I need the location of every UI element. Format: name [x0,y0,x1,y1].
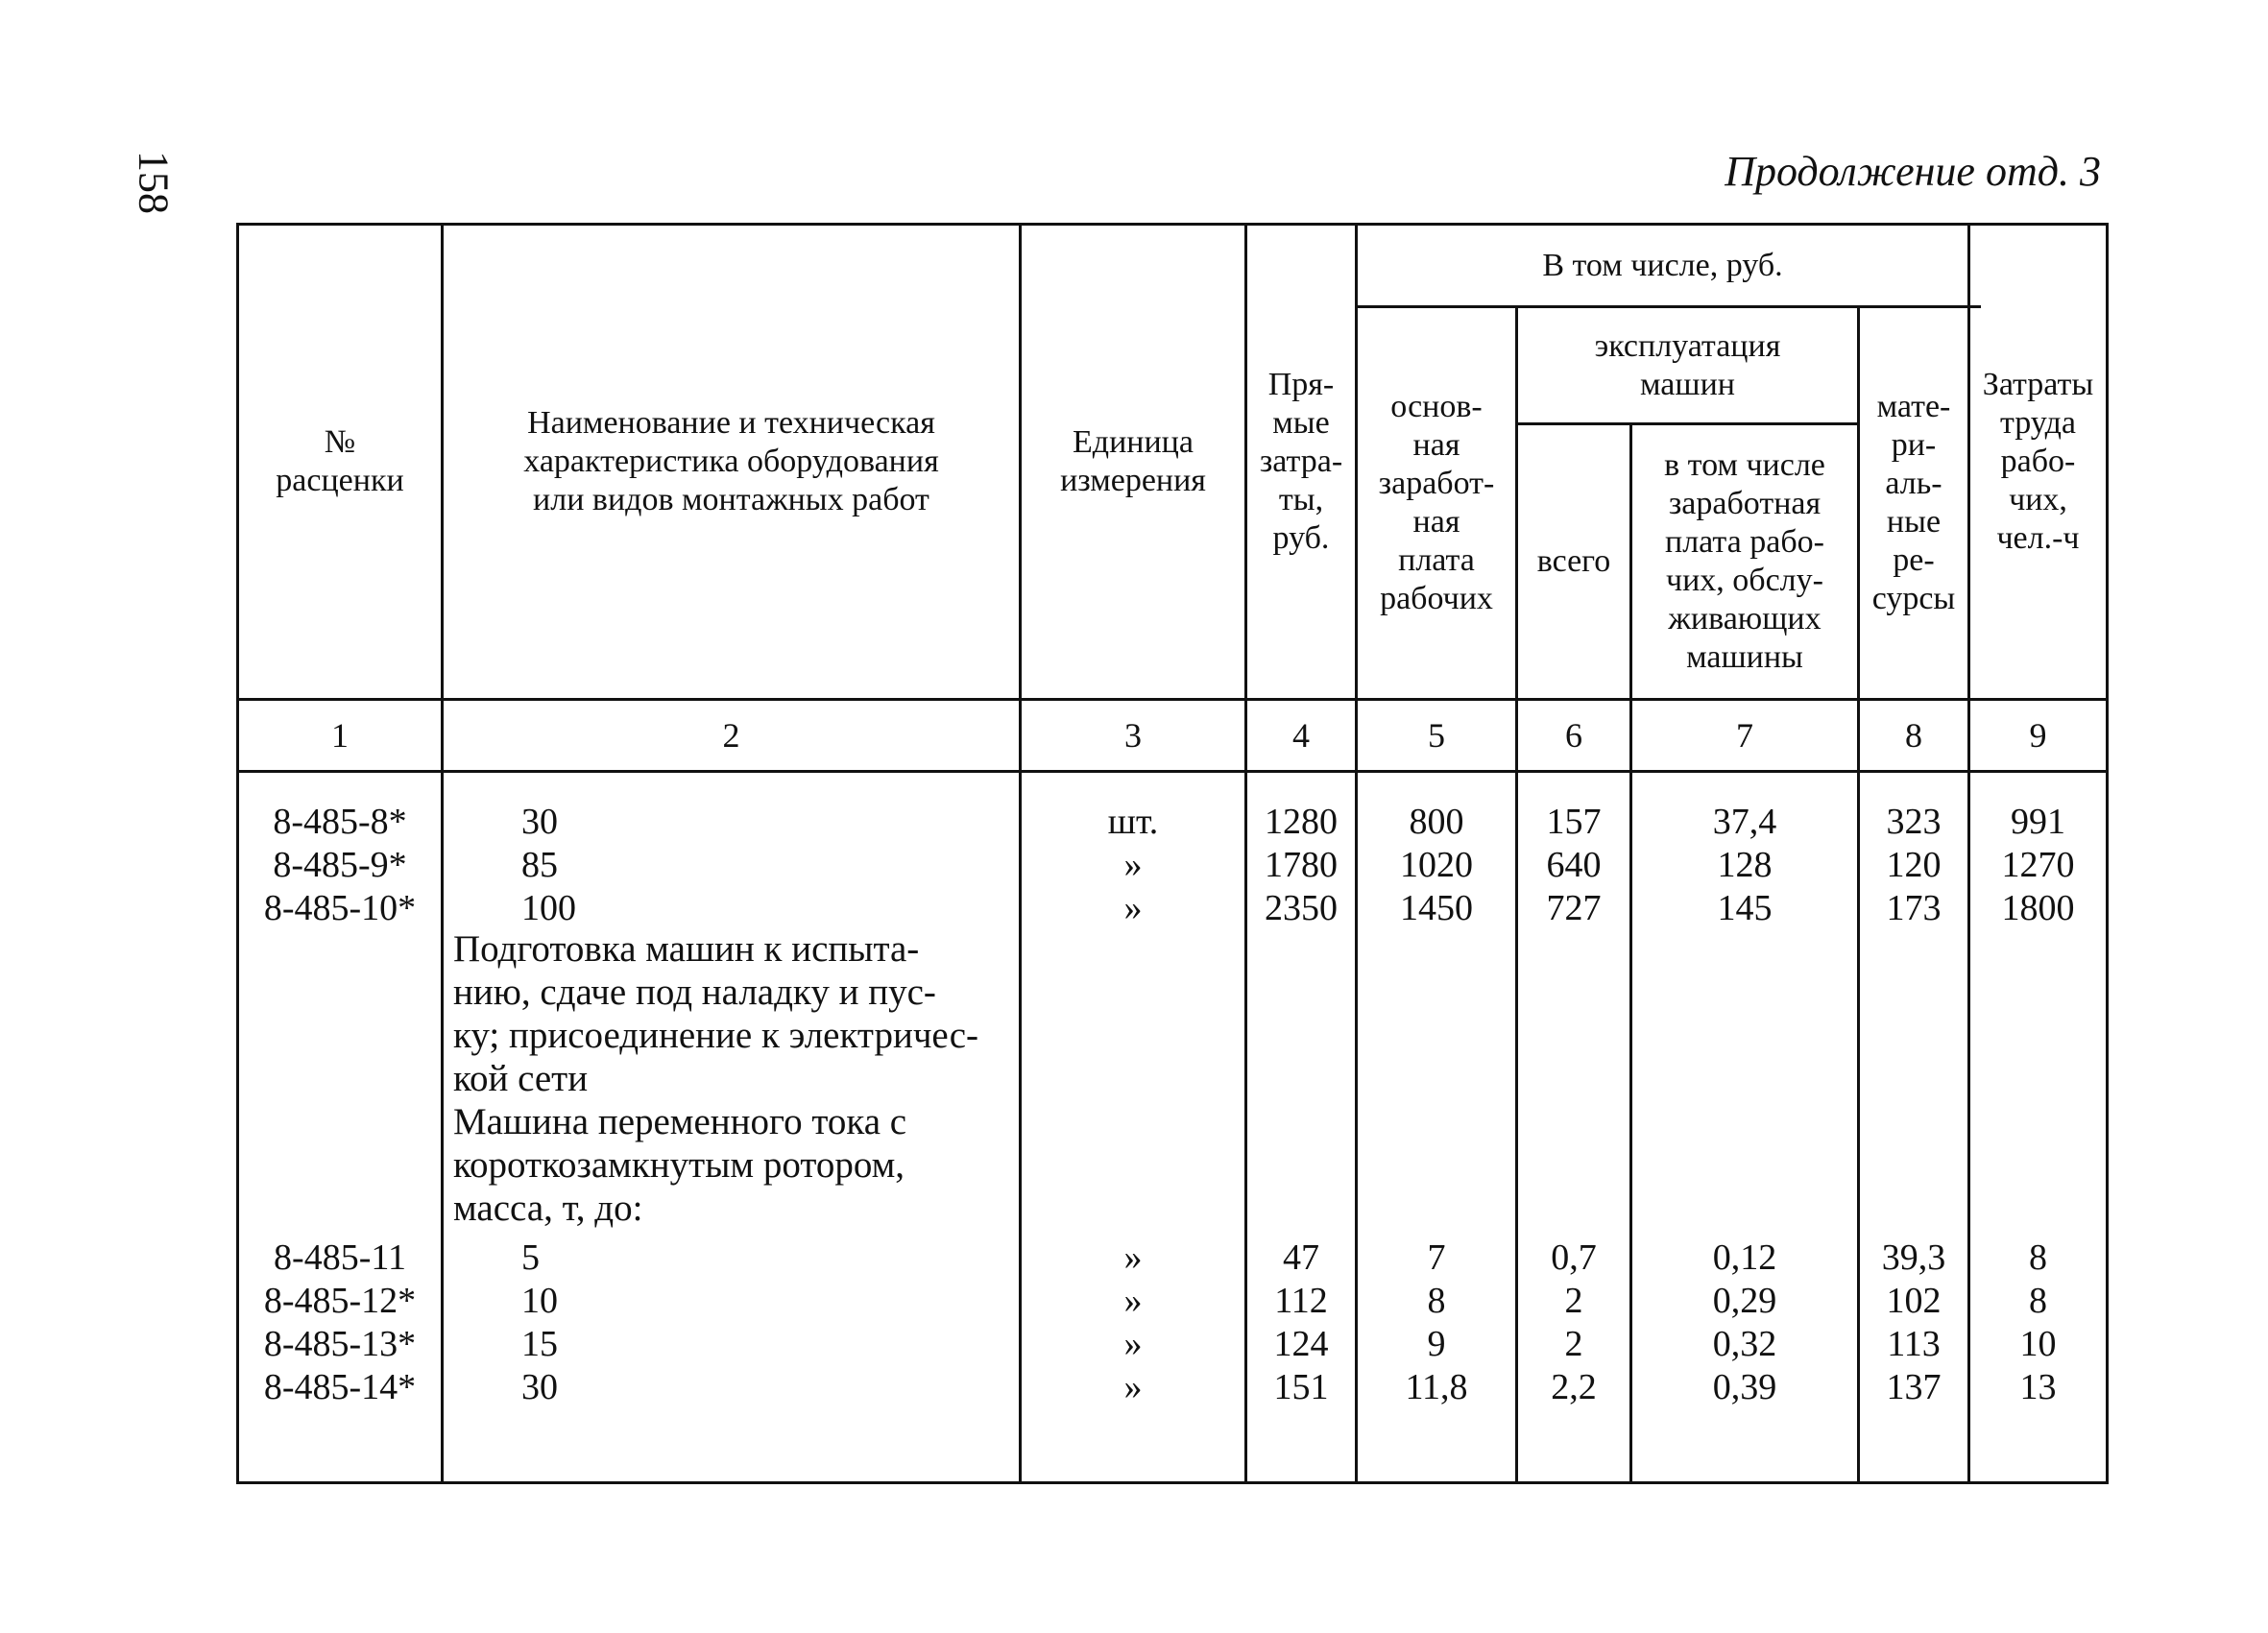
column-number-5: 5 [1428,716,1445,755]
table-cell-code: 8-485-12* [263,1281,417,1321]
table-cell-wage: 1020 [1400,845,1473,885]
header-machine-wages: в том числе заработная плата рабо- чих, обслу- живающих машины [1664,447,1825,675]
table-cell-materials: 173 [1886,888,1942,928]
machine-column-a [1518,801,1629,930]
machine-wage-column-a [1632,801,1857,930]
table-cell-materials: 113 [1887,1324,1941,1364]
table-cell-name: 15 [521,1324,558,1364]
table-cell-machine-wage: 0,39 [1712,1367,1777,1407]
table-cell-wage: 11,8 [1405,1367,1468,1407]
subheading-line: масса, т, до: [453,1188,643,1229]
table-cell-machine-wage: 37,4 [1712,802,1777,842]
table-cell-name: 5 [521,1237,540,1278]
table-cell-direct: 151 [1273,1367,1329,1407]
header-including: В том числе, руб. [1542,247,1783,283]
table-cell-unit: » [1123,1237,1143,1278]
table-cell-unit: » [1123,888,1143,928]
table-cell-unit: шт. [1107,802,1159,842]
materials-column-b [1860,1237,1967,1409]
column-number-4: 4 [1292,716,1310,755]
table-cell-name: 30 [521,802,558,842]
machine-wage-column-b [1632,1237,1857,1409]
code-column-a [239,801,441,930]
table-cell-materials: 137 [1886,1367,1942,1407]
table-cell-machine-wage: 0,29 [1712,1281,1777,1321]
header-direct-costs: Пря- мые затра- ты, руб. [1259,367,1343,556]
table-cell-wage: 1450 [1400,888,1473,928]
name-column-b [521,1237,713,1409]
section-heading [453,927,1010,1230]
labor-column-b [1970,1237,2106,1409]
table-cell-machine-wage: 0,12 [1712,1237,1777,1278]
direct-column-b [1247,1237,1355,1409]
column-number-6: 6 [1565,716,1582,755]
header-materials: мате- ри- аль- ные ре- сурсы [1871,389,1956,616]
machine-column-b [1518,1237,1629,1409]
table-cell-wage: 7 [1427,1237,1446,1278]
labor-column-a [1970,801,2106,930]
table-cell-code: 8-485-9* [273,845,407,885]
table-cell-machine: 2 [1564,1324,1583,1364]
header-labor: Затраты труда рабо- чих, чел.-ч [1982,367,2094,556]
table-cell-unit: » [1123,1281,1143,1321]
wage-column-a [1358,801,1515,930]
subheading-line: Машина переменного тока с [453,1101,907,1142]
table-cell-labor: 13 [2019,1367,2057,1407]
table-cell-machine-wage: 128 [1717,845,1773,885]
column-number-9: 9 [2029,716,2047,755]
table-cell-machine-wage: 145 [1717,888,1773,928]
table-cell-machine: 727 [1546,888,1602,928]
table-cell-name: 10 [521,1281,558,1321]
materials-column-a [1860,801,1967,930]
column-number-7: 7 [1736,716,1753,755]
numbers-bottom [236,770,2109,773]
table-cell-machine: 2 [1564,1281,1583,1321]
table-cell-unit: » [1123,1324,1143,1364]
header-machine-total: всего [1536,543,1611,579]
table-cell-code: 8-485-8* [273,802,407,842]
table-cell-code: 8-485-13* [263,1324,417,1364]
subheading-line: короткозамкнутым ротором, [453,1144,905,1186]
table-cell-name: 85 [521,845,558,885]
table-cell-wage: 8 [1427,1281,1446,1321]
direct-column-a [1247,801,1355,930]
table-cell-materials: 102 [1886,1281,1942,1321]
table-cell-labor: 8 [2029,1281,2047,1321]
table-cell-machine-wage: 0,32 [1712,1324,1777,1364]
table-cell-labor: 1800 [2001,888,2075,928]
table-cell-direct: 124 [1273,1324,1329,1364]
table-cell-wage: 800 [1409,802,1464,842]
table-cell-code: 8-485-10* [263,888,417,928]
column-number-2: 2 [722,716,740,755]
table-cell-labor: 8 [2029,1237,2047,1278]
table-cell-direct: 1280 [1265,802,1338,842]
table-cell-labor: 991 [2011,802,2065,842]
table-cell-unit: » [1123,1367,1143,1407]
table-cell-direct: 47 [1283,1237,1319,1278]
name-column-a [521,801,713,930]
header-machine-operation: эксплуатация машин [1594,327,1781,402]
section-heading-line: Подготовка машин к испыта- [453,928,920,970]
code-column-b [239,1237,441,1409]
table-border-bottom [236,1481,2109,1484]
unit-column-b [1022,1237,1244,1409]
section-heading-line: кой сети [453,1058,589,1099]
header-code: № расценки [276,424,404,498]
table-cell-materials: 39,3 [1881,1237,1946,1278]
header-base-wages: основ- ная заработ- ная плата рабочих [1378,389,1495,616]
column-number-8: 8 [1905,716,1922,755]
table-cell-direct: 1780 [1265,845,1338,885]
table-cell-materials: 120 [1886,845,1942,885]
table-cell-labor: 10 [2019,1324,2057,1364]
table-cell-unit: » [1123,845,1143,885]
continuation-title: Продолжение отд. 3 [1725,148,2101,195]
section-heading-line: ку; присоединение к электричес- [453,1015,979,1056]
unit-column-a [1022,801,1244,930]
header-name: Наименование и техническая характеристика оборудования или видов монтажных работ [523,405,939,517]
table-cell-code: 8-485-14* [263,1367,417,1407]
table-cell-wage: 9 [1427,1324,1446,1364]
table-cell-direct: 112 [1274,1281,1328,1321]
table-cell-materials: 323 [1886,802,1942,842]
table-cell-machine: 157 [1546,802,1602,842]
table-cell-direct: 2350 [1265,888,1338,928]
table-cell-labor: 1270 [2001,845,2075,885]
table-cell-code: 8-485-11 [274,1237,406,1278]
table-cell-name: 30 [521,1367,558,1407]
wage-column-b [1358,1237,1515,1409]
page-number: 158 [130,151,178,214]
column-number-3: 3 [1124,716,1142,755]
table-cell-machine: 640 [1546,845,1602,885]
table-cell-name: 100 [521,888,576,928]
table-cell-machine: 0,7 [1551,1237,1597,1278]
column-number-1: 1 [331,716,349,755]
table-border-right [2106,223,2109,1484]
section-heading-line: нию, сдаче под наладку и пус- [453,972,936,1013]
table-cell-machine: 2,2 [1551,1367,1597,1407]
header-unit: Единица измерения [1060,424,1206,498]
